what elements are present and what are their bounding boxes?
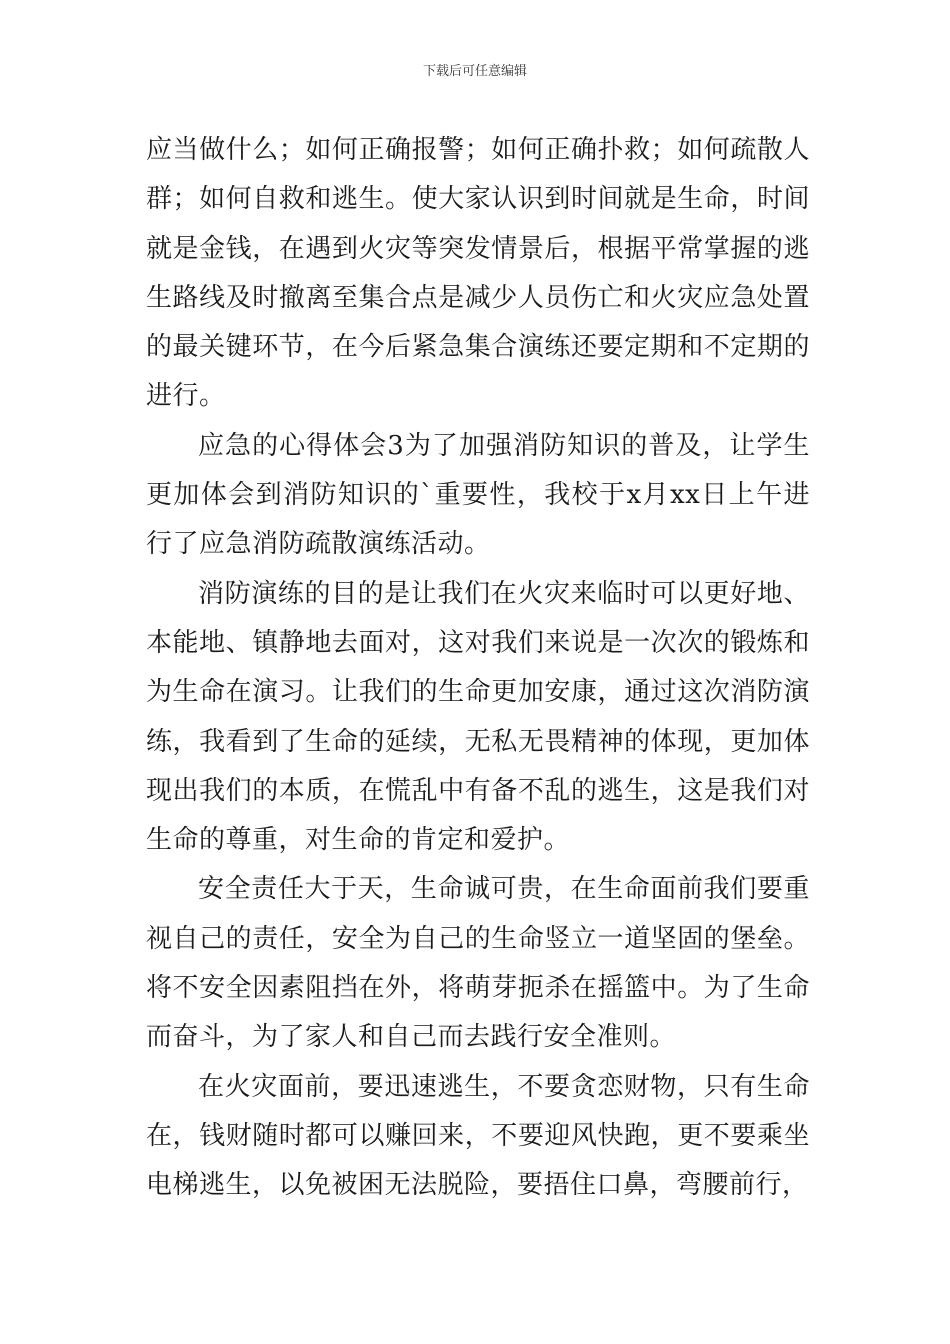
paragraph-drill-purpose: 消防演练的目的是让我们在火灾来临时可以更好地、本能地、镇静地去面对，这对我们来说是一次次的锻炼和为生命在演习。让我们的生命更加安康，通过这次消防演练，我看到了生命的延续，无私无畏精神的体现，更加体现出我们的本质，在慌乱中有备不乱的逃生，这是我们对生命的尊重，对生命的肯定和爱护。 (146, 578, 810, 856)
paragraph-continuation: 应当做什么；如何正确报警；如何正确扑救；如何疏散人群；如何自救和逃生。使大家认识到时间就是生命，时间就是金钱，在遇到火灾等突发情景后，根据平常掌握的逃生路线及时撤离至集合点是减少人员伤亡和火灾应急处置的最关键环节，在今后紧急集合演练还要定期和不定期的进行。 (146, 135, 810, 412)
document-body (146, 126, 810, 1211)
page-header-note: 下载后可任意编辑 (422, 64, 527, 79)
paragraph-fire-escape: 在火灾面前，要迅速逃生，不要贪恋财物，只有生命在，钱财随时都可以赚回来，不要迎风快跑，更不要乘坐电梯逃生，以免被困无法脱险，要捂住口鼻，弯腰前行， (146, 1071, 810, 1201)
paragraph-safety-responsibility: 安全责任大于天，生命诚可贵，在生命面前我们要重视自己的责任，安全为自己的生命竖立一道坚固的堡垒。将不安全因素阻挡在外，将萌芽扼杀在摇篮中。为了生命而奋斗，为了家人和自己而去践行安全准则。 (146, 874, 810, 1053)
paragraph-drill-intro: 应急的心得体会3为了加强消防知识的普及，让学生更加体会到消防知识的`重要性，我校于x月xx日上午进行了应急消防疏散演练活动。 (146, 430, 810, 560)
